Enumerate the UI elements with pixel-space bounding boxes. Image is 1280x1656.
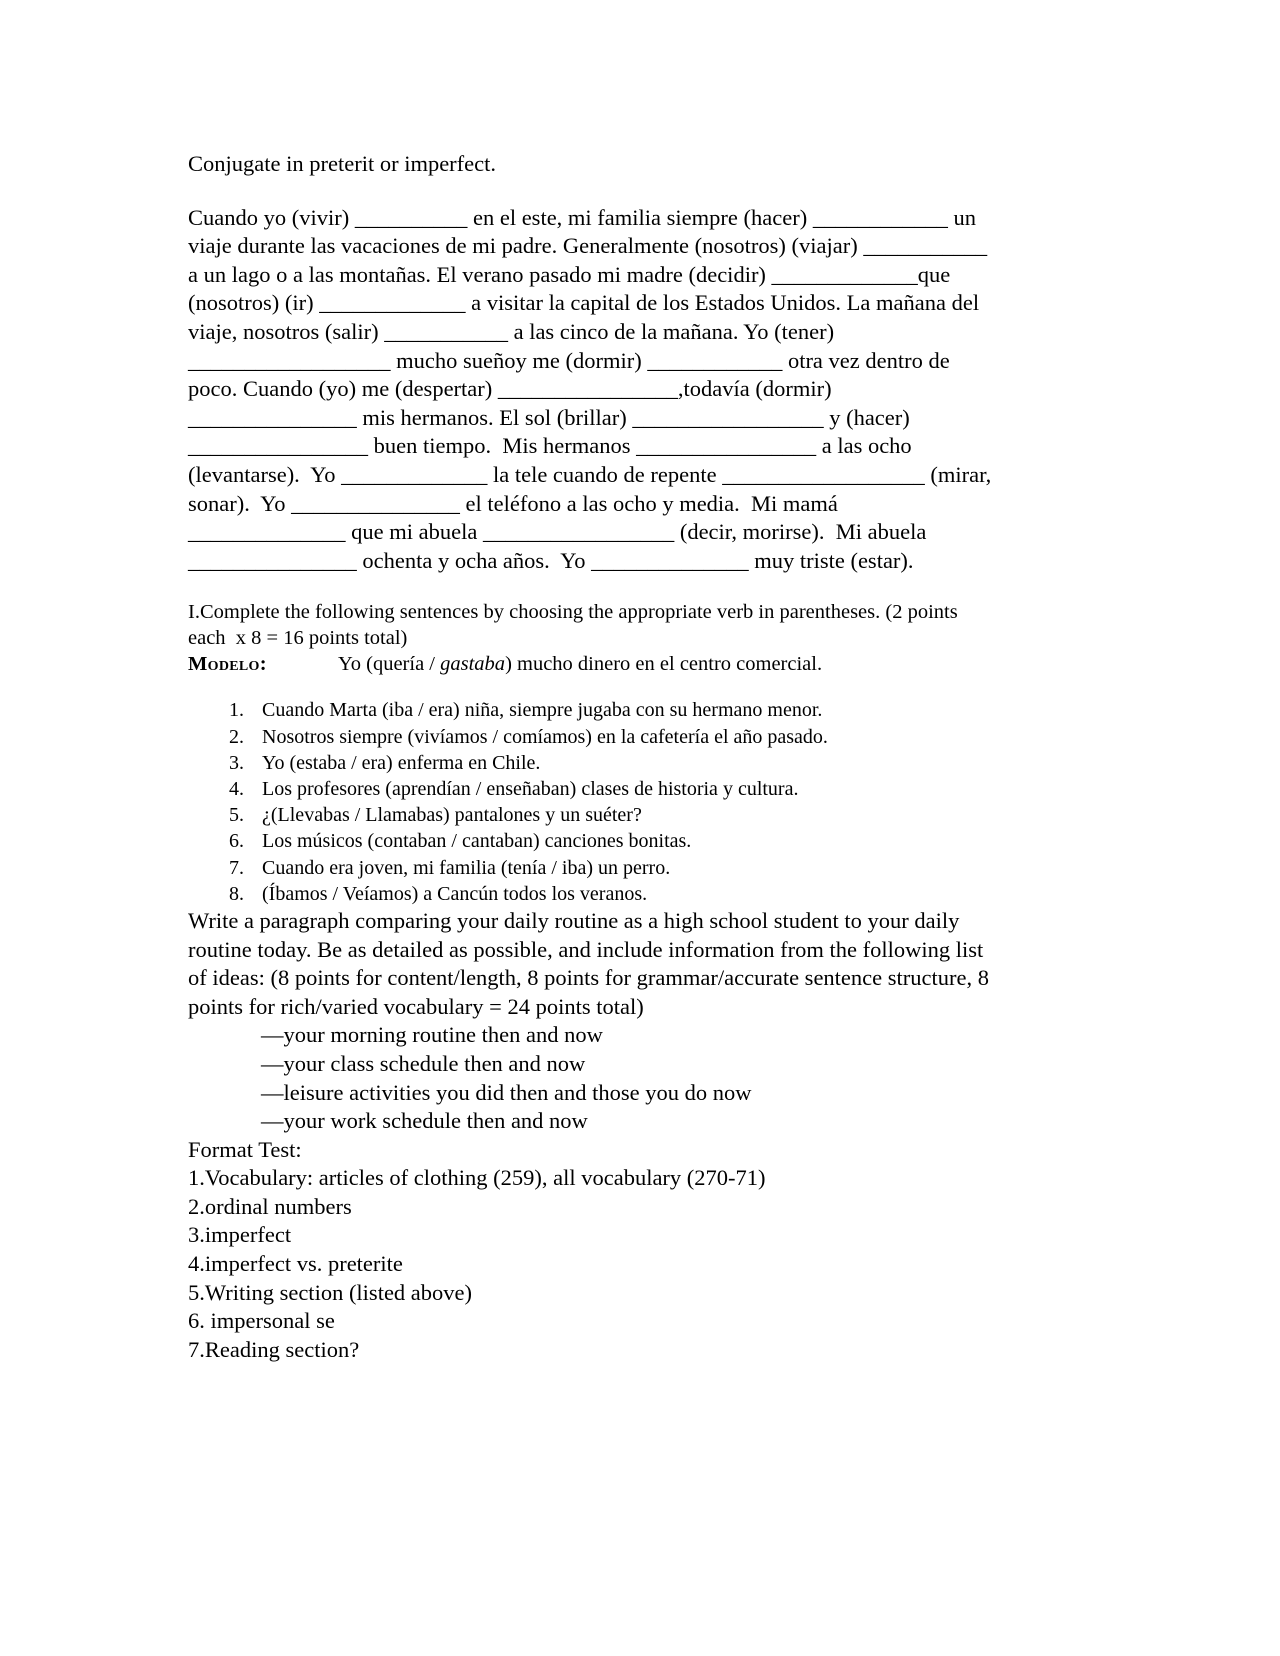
paragraph-line: ______________ que mi abuela _________________ (decir, morirse). Mi abuela	[188, 519, 927, 545]
list-item: 6. Los músicos (contaban / cantaban) canciones bonitas.	[229, 830, 692, 853]
list-item: 1. Cuando Marta (iba / era) niña, siempre jugaba con su hermano menor.	[229, 699, 823, 722]
paragraph-line: Cuando yo (vivir) __________ en el este, mi familia siempre (hacer) ____________ un	[188, 204, 976, 230]
list-item: 8. (Íbamos / Veíamos) a Cancún todos los veranos.	[229, 882, 648, 905]
paragraph-line: ________________ buen tiempo. Mis hermanos ________________ a las ocho	[188, 433, 912, 459]
list-item: 7. Cuando era joven, mi familia (tenía / iba) un perro.	[229, 856, 671, 879]
instruction: Conjugate in preterit or imperfect.	[188, 151, 497, 176]
paragraph-line: viaje, nosotros (salir) ___________ a las cinco de la mañana. Yo (tener)	[188, 318, 835, 344]
modelo-sentence: Yo (quería / gastaba) mucho dinero en el centro comercial.	[338, 653, 823, 676]
idea-item: —your class schedule then and now	[261, 1050, 586, 1076]
paragraph-line: __________________ mucho sueñoy me (dormir) ____________ otra vez dentro de	[188, 347, 950, 373]
writing-line: of ideas: (8 points for content/length, 8 points for grammar/accurate sentence structure, 8	[188, 965, 989, 991]
section-writing	[188, 907, 1088, 1136]
paragraph-line: _______________ ochenta y ocha años. Yo ______________ muy triste (estar).	[188, 547, 914, 573]
idea-item: —leisure activities you did then and those you do now	[261, 1079, 752, 1105]
paragraph-line: viaje durante las vacaciones de mi padre. Generalmente (nosotros) (viajar) ___________	[188, 233, 988, 259]
numbered-list	[188, 697, 1088, 907]
format-test-item: 1.Vocabulary: articles of clothing (259), all vocabulary (270-71)	[188, 1165, 766, 1191]
conjugation-paragraph	[188, 204, 1088, 576]
document-page	[188, 150, 1088, 1364]
list-item: 2. Nosotros siempre (vivíamos / comíamos) en la cafetería el año pasado.	[229, 725, 828, 748]
section-heading-line: I.Complete the following sentences by choosing the appropriate verb in parentheses. (2 points	[188, 601, 958, 624]
idea-list	[188, 1021, 1088, 1135]
paragraph-line: (nosotros) (ir) _____________ a visitar la capital de los Estados Unidos. La mañana del	[188, 290, 980, 316]
section-heading-line: each x 8 = 16 points total)	[188, 627, 408, 650]
writing-line: routine today. Be as detailed as possible, and include information from the following list	[188, 936, 984, 962]
format-test	[188, 1136, 1088, 1365]
format-test-item: 6. impersonal se	[188, 1308, 335, 1334]
modelo-example	[188, 651, 1088, 677]
section-choose-verb	[188, 599, 1088, 907]
paragraph-line: _______________ mis hermanos. El sol (brillar) _________________ y (hacer)	[188, 404, 910, 430]
format-test-item: 5.Writing section (listed above)	[188, 1279, 473, 1305]
list-item: 4. Los profesores (aprendían / enseñaban) clases de historia y cultura.	[229, 777, 799, 800]
writing-line: points for rich/varied vocabulary = 24 points total)	[188, 993, 644, 1019]
paragraph-line: sonar). Yo _______________ el teléfono a las ocho y media. Mi mamá	[188, 490, 838, 516]
paragraph-line: a un lago o a las montañas. El verano pasado mi madre (decidir) _____________que	[188, 261, 951, 287]
format-test-item: 3.imperfect	[188, 1222, 292, 1248]
list-item: 3. Yo (estaba / era) enferma en Chile.	[229, 751, 541, 774]
format-test-item: 7.Reading section?	[188, 1336, 360, 1362]
idea-item: —your work schedule then and now	[261, 1108, 588, 1134]
idea-item: —your morning routine then and now	[261, 1022, 603, 1048]
format-test-title: Format Test:	[188, 1136, 302, 1162]
modelo-label: Modelo:	[188, 653, 267, 676]
writing-line: Write a paragraph comparing your daily routine as a high school student to your daily	[188, 907, 960, 933]
list-item: 5. ¿(Llevabas / Llamabas) pantalones y un suéter?	[229, 804, 642, 827]
format-test-item: 4.imperfect vs. preterite	[188, 1251, 403, 1277]
paragraph-line: poco. Cuando (yo) me (despertar) ________________,todavía (dormir)	[188, 376, 832, 402]
paragraph-line: (levantarse). Yo _____________ la tele cuando de repente __________________ (mirar,	[188, 461, 992, 487]
format-test-item: 2.ordinal numbers	[188, 1193, 352, 1219]
